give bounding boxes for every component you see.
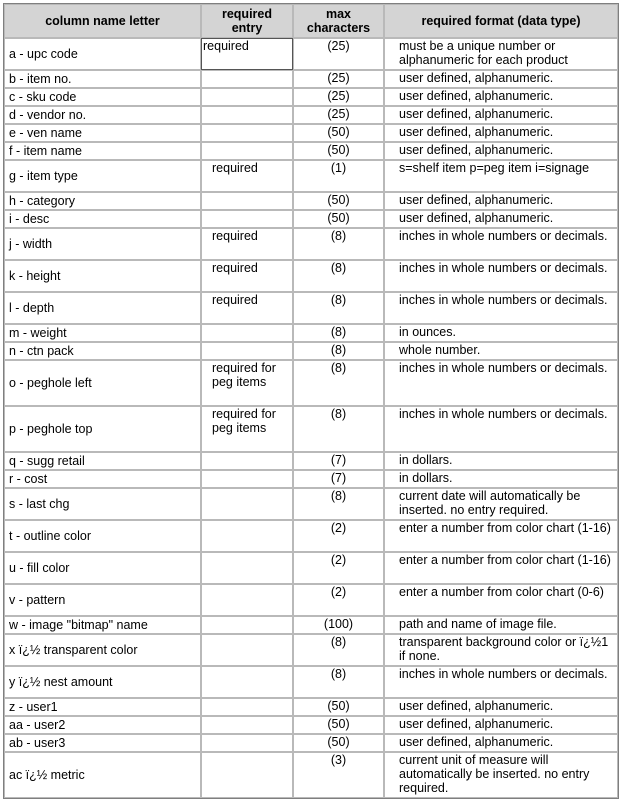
max-characters-cell: (25) xyxy=(293,70,384,88)
required-format-cell: user defined, alphanumeric. xyxy=(384,192,618,210)
required-format-cell: enter a number from color chart (0-6) xyxy=(384,584,618,616)
required-entry-cell xyxy=(201,192,293,210)
column-letter-cell: y ï¿½ nest amount xyxy=(4,666,201,698)
column-letter-cell: l - depth xyxy=(4,292,201,324)
table-row xyxy=(4,70,618,88)
column-letter-cell: u - fill color xyxy=(4,552,201,584)
max-characters-cell: (8) xyxy=(293,260,384,292)
max-characters-cell: (100) xyxy=(293,616,384,634)
table-row xyxy=(4,666,618,698)
required-entry-cell xyxy=(201,124,293,142)
required-format-cell: enter a number from color chart (1-16) xyxy=(384,552,618,584)
max-characters-cell: (50) xyxy=(293,716,384,734)
required-format-cell: user defined, alphanumeric. xyxy=(384,734,618,752)
required-format-cell: inches in whole numbers or decimals. xyxy=(384,666,618,698)
column-letter-cell: v - pattern xyxy=(4,584,201,616)
column-letter-cell: q - sugg retail xyxy=(4,452,201,470)
table-row xyxy=(4,406,618,452)
required-format-cell: enter a number from color chart (1-16) xyxy=(384,520,618,552)
table-row xyxy=(4,192,618,210)
column-letter-cell: n - ctn pack xyxy=(4,342,201,360)
max-characters-cell: (2) xyxy=(293,520,384,552)
required-format-cell: path and name of image file. xyxy=(384,616,618,634)
required-entry-cell: required xyxy=(201,160,293,192)
column-letter-cell: h - category xyxy=(4,192,201,210)
required-entry-cell xyxy=(201,342,293,360)
table-row xyxy=(4,698,618,716)
table-row xyxy=(4,160,618,192)
required-format-cell: inches in whole numbers or decimals. xyxy=(384,360,618,406)
max-characters-cell: (3) xyxy=(293,752,384,798)
column-letter-cell: b - item no. xyxy=(4,70,201,88)
column-letter-cell: j - width xyxy=(4,228,201,260)
required-format-cell: user defined, alphanumeric. xyxy=(384,88,618,106)
max-characters-cell: (7) xyxy=(293,470,384,488)
column-letter-cell: d - vendor no. xyxy=(4,106,201,124)
required-format-cell: in ounces. xyxy=(384,324,618,342)
required-entry-cell xyxy=(201,324,293,342)
column-letter-cell: r - cost xyxy=(4,470,201,488)
required-entry-cell xyxy=(201,666,293,698)
max-characters-cell: (8) xyxy=(293,488,384,520)
table-row xyxy=(4,552,618,584)
required-entry-cell xyxy=(201,88,293,106)
required-entry-cell xyxy=(201,552,293,584)
table-row xyxy=(4,106,618,124)
field-spec-table xyxy=(3,3,619,799)
header-required-entry: required entry xyxy=(201,4,293,38)
required-entry-cell xyxy=(201,634,293,666)
column-letter-cell: x ï¿½ transparent color xyxy=(4,634,201,666)
max-characters-cell: (8) xyxy=(293,666,384,698)
required-entry-cell xyxy=(201,584,293,616)
table-row xyxy=(4,734,618,752)
column-letter-cell: w - image "bitmap" name xyxy=(4,616,201,634)
required-format-cell: user defined, alphanumeric. xyxy=(384,698,618,716)
max-characters-cell: (2) xyxy=(293,584,384,616)
required-format-cell: user defined, alphanumeric. xyxy=(384,124,618,142)
max-characters-cell: (25) xyxy=(293,38,384,70)
required-format-cell: user defined, alphanumeric. xyxy=(384,106,618,124)
max-characters-cell: (50) xyxy=(293,698,384,716)
table-row xyxy=(4,520,618,552)
table-row xyxy=(4,142,618,160)
required-entry-cell xyxy=(201,210,293,228)
required-entry-cell xyxy=(201,716,293,734)
table-row xyxy=(4,324,618,342)
table-row xyxy=(4,470,618,488)
table-row xyxy=(4,292,618,324)
required-format-cell: transparent background color or ï¿½1 if none. xyxy=(384,634,618,666)
required-format-cell: inches in whole numbers or decimals. xyxy=(384,260,618,292)
required-entry-cell: required xyxy=(201,260,293,292)
required-entry-cell: required for peg items xyxy=(201,360,293,406)
max-characters-cell: (50) xyxy=(293,734,384,752)
column-letter-cell: p - peghole top xyxy=(4,406,201,452)
column-letter-cell: m - weight xyxy=(4,324,201,342)
column-letter-cell: g - item type xyxy=(4,160,201,192)
max-characters-cell: (50) xyxy=(293,142,384,160)
max-characters-cell: (8) xyxy=(293,634,384,666)
column-letter-cell: f - item name xyxy=(4,142,201,160)
max-characters-cell: (2) xyxy=(293,552,384,584)
table-row xyxy=(4,616,618,634)
table-row xyxy=(4,342,618,360)
header-max-characters: max characters xyxy=(293,4,384,38)
header-required-format: required format (data type) xyxy=(384,4,618,38)
max-characters-cell: (7) xyxy=(293,452,384,470)
max-characters-cell: (50) xyxy=(293,210,384,228)
required-entry-cell xyxy=(201,488,293,520)
required-format-cell: must be a unique number or alphanumeric for each product xyxy=(384,38,618,70)
max-characters-cell: (25) xyxy=(293,106,384,124)
max-characters-cell: (1) xyxy=(293,160,384,192)
table-body xyxy=(4,38,618,798)
required-format-cell: current unit of measure will automatically be inserted. no entry required. xyxy=(384,752,618,798)
required-entry-cell: required xyxy=(201,228,293,260)
table-row xyxy=(4,488,618,520)
required-entry-cell xyxy=(201,142,293,160)
max-characters-cell: (8) xyxy=(293,324,384,342)
required-entry-cell: required xyxy=(201,38,293,70)
header-row xyxy=(4,4,618,38)
table-header xyxy=(4,4,618,38)
required-format-cell: inches in whole numbers or decimals. xyxy=(384,228,618,260)
required-entry-cell xyxy=(201,520,293,552)
required-format-cell: current date will automatically be inserted. no entry required. xyxy=(384,488,618,520)
table-row xyxy=(4,360,618,406)
column-letter-cell: k - height xyxy=(4,260,201,292)
required-entry-cell xyxy=(201,70,293,88)
required-format-cell: user defined, alphanumeric. xyxy=(384,716,618,734)
table-row xyxy=(4,634,618,666)
column-letter-cell: ab - user3 xyxy=(4,734,201,752)
column-letter-cell: a - upc code xyxy=(4,38,201,70)
required-format-cell: in dollars. xyxy=(384,452,618,470)
table-row xyxy=(4,124,618,142)
table-row xyxy=(4,260,618,292)
required-format-cell: whole number. xyxy=(384,342,618,360)
column-letter-cell: z - user1 xyxy=(4,698,201,716)
required-format-cell: inches in whole numbers or decimals. xyxy=(384,292,618,324)
header-column-name-letter: column name letter xyxy=(4,4,201,38)
table-row xyxy=(4,38,618,70)
table-row xyxy=(4,752,618,798)
required-format-cell: in dollars. xyxy=(384,470,618,488)
column-letter-cell: o - peghole left xyxy=(4,360,201,406)
max-characters-cell: (8) xyxy=(293,342,384,360)
required-entry-cell xyxy=(201,106,293,124)
required-entry-cell: required for peg items xyxy=(201,406,293,452)
table-row xyxy=(4,716,618,734)
max-characters-cell: (8) xyxy=(293,228,384,260)
required-entry-cell xyxy=(201,734,293,752)
table-row xyxy=(4,210,618,228)
column-letter-cell: e - ven name xyxy=(4,124,201,142)
column-letter-cell: ac ï¿½ metric xyxy=(4,752,201,798)
required-format-cell: user defined, alphanumeric. xyxy=(384,142,618,160)
max-characters-cell: (25) xyxy=(293,88,384,106)
required-entry-cell xyxy=(201,698,293,716)
max-characters-cell: (50) xyxy=(293,124,384,142)
table-row xyxy=(4,88,618,106)
column-letter-cell: i - desc xyxy=(4,210,201,228)
column-letter-cell: c - sku code xyxy=(4,88,201,106)
column-letter-cell: s - last chg xyxy=(4,488,201,520)
max-characters-cell: (8) xyxy=(293,360,384,406)
required-format-cell: user defined, alphanumeric. xyxy=(384,210,618,228)
table-row xyxy=(4,584,618,616)
required-entry-cell xyxy=(201,452,293,470)
table-row xyxy=(4,452,618,470)
required-format-cell: user defined, alphanumeric. xyxy=(384,70,618,88)
required-format-cell: s=shelf item p=peg item i=signage xyxy=(384,160,618,192)
required-entry-cell: required xyxy=(201,292,293,324)
required-entry-cell xyxy=(201,616,293,634)
max-characters-cell: (50) xyxy=(293,192,384,210)
required-entry-cell xyxy=(201,470,293,488)
column-letter-cell: aa - user2 xyxy=(4,716,201,734)
max-characters-cell: (8) xyxy=(293,292,384,324)
required-entry-cell xyxy=(201,752,293,798)
max-characters-cell: (8) xyxy=(293,406,384,452)
column-letter-cell: t - outline color xyxy=(4,520,201,552)
table-row xyxy=(4,228,618,260)
required-format-cell: inches in whole numbers or decimals. xyxy=(384,406,618,452)
